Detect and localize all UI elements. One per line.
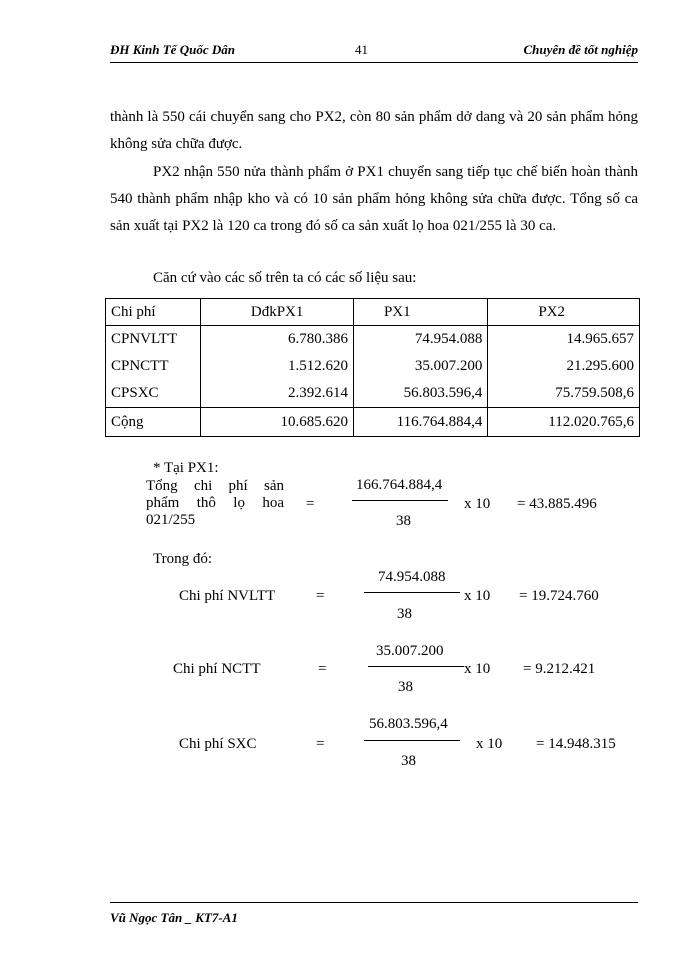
total-cost-label [146, 478, 284, 529]
table-cell: 74.954.088 [353, 326, 487, 354]
equals-sign: = [306, 496, 315, 512]
table-cell: 112.020.765,6 [488, 408, 640, 437]
multiplier: x 10 [464, 661, 491, 677]
table-header-cell: PX1 [353, 299, 487, 326]
equals-sign: = [316, 736, 325, 752]
fraction-line [368, 666, 464, 667]
footer-rule [110, 902, 638, 903]
result-value: = 43.885.496 [517, 496, 597, 512]
table-row [106, 380, 640, 408]
multiplier: x 10 [476, 736, 503, 752]
table-cell: 1.512.620 [200, 353, 353, 380]
paragraph-2: PX2 nhận 550 nửa thành phẩm ở PX1 chuyển sang tiếp tục chế biến hoàn thành 540 thành phẩm nhập kho và có 10 sản phẩm hỏng không sửa chữa được. Tổng số ca sản xuất tại PX2 là 120 ca trong đó số ca sản xuất lọ hoa 021/255 là 30 ca. [110, 164, 638, 234]
table-row [106, 353, 640, 380]
fraction-line [352, 500, 448, 501]
fraction-numerator: 35.007.200 [376, 643, 444, 659]
trong-do-label: Trong đó: [153, 551, 213, 567]
fraction-denominator: 38 [396, 513, 411, 529]
page-header [110, 42, 638, 62]
calc-item-label: Chi phí NVLTT [179, 588, 276, 604]
fraction-line [364, 740, 460, 741]
result-value: = 14.948.315 [536, 736, 616, 752]
table-cell: 116.764.884,4 [353, 408, 487, 437]
paragraph-1: thành là 550 cái chuyển sang cho PX2, còn 80 sản phẩm dở dang và 20 sản phẩm hỏng không sửa chữa được. [110, 109, 638, 152]
fraction-denominator: 38 [397, 606, 412, 622]
table-cell: CPNCTT [106, 353, 201, 380]
equals-sign: = [316, 588, 325, 604]
fraction-numerator: 74.954.088 [378, 569, 446, 585]
result-value: = 9.212.421 [523, 661, 596, 677]
header-title: Chuyên đề tốt nghiệp [523, 42, 638, 57]
multiplier: x 10 [464, 588, 491, 604]
fraction-denominator: 38 [401, 753, 416, 769]
fraction-numerator: 56.803.596,4 [369, 716, 448, 732]
calc-item-label: Chi phí SXC [179, 736, 257, 752]
table-cell: 21.295.600 [488, 353, 640, 380]
table-header-cell: DđkPX1 [200, 299, 353, 326]
table-cell: 10.685.620 [200, 408, 353, 437]
table-cell: 6.780.386 [200, 326, 353, 354]
section-label: * Tại PX1: [153, 460, 219, 476]
table-cell: CPSXC [106, 380, 201, 408]
table-header-cell: PX2 [488, 299, 640, 326]
calc-item-label: Chi phí NCTT [173, 661, 261, 677]
footer-author: Vũ Ngọc Tân _ KT7-A1 [110, 910, 238, 925]
fraction-denominator: 38 [398, 679, 413, 695]
table-row [106, 326, 640, 354]
table-cell: 56.803.596,4 [353, 380, 487, 408]
label-line: phẩm thô lọ hoa [146, 495, 284, 511]
fraction-numerator: 166.764.884,4 [356, 477, 443, 493]
table-cell: 75.759.508,6 [488, 380, 640, 408]
multiplier: x 10 [464, 496, 491, 512]
fraction-line [364, 592, 460, 593]
table-cell: 35.007.200 [353, 353, 487, 380]
header-rule [110, 62, 638, 63]
table-total-row [106, 408, 640, 437]
table-cell: Cộng [106, 408, 201, 437]
label-line: 021/255 [146, 512, 196, 528]
table-cell: 14.965.657 [488, 326, 640, 354]
table-header-cell: Chi phí [106, 299, 201, 326]
table-cell: CPNVLTT [106, 326, 201, 354]
table-header-row [106, 299, 640, 326]
table-cell: 2.392.614 [200, 380, 353, 408]
label-line: Tổng chi phí sản [146, 478, 284, 494]
cost-table [105, 298, 640, 437]
page-number: 41 [355, 42, 368, 57]
equals-sign: = [318, 661, 327, 677]
result-value: = 19.724.760 [519, 588, 599, 604]
header-university: ĐH Kinh Tế Quốc Dân [110, 42, 235, 57]
paragraph-3: Căn cứ vào các số trên ta có các số liệu sau: [153, 270, 417, 286]
